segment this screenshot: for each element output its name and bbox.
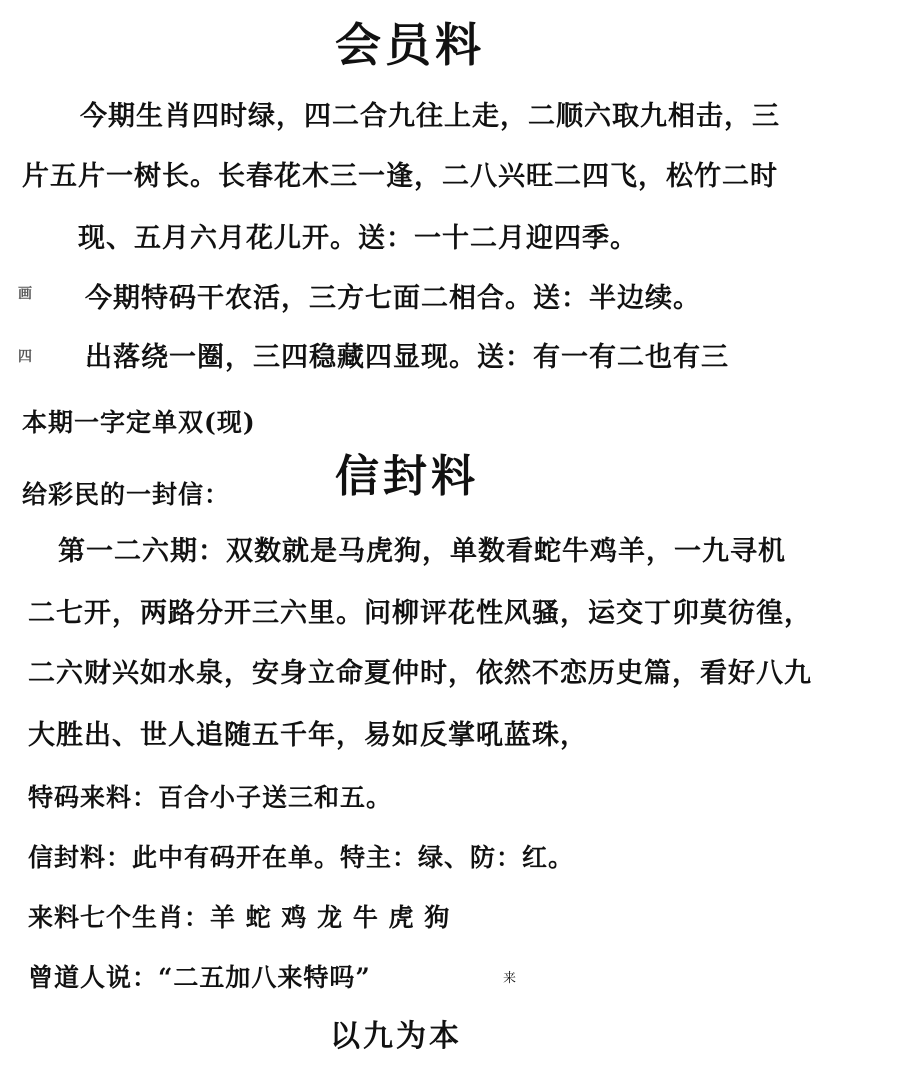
member-line-5: 出落绕一圈，三四稳藏四显现。送：有一有二也有三 [85,342,729,373]
footer-text: 以九为本 [330,1019,462,1054]
letter-line-8: 曾道人说：“二五加八来特吗” [28,963,371,992]
member-line-1: 今期生肖四时绿，四二合九往上走，二顺六取九相击，三 [80,101,780,132]
member-section-title: 会员料 [335,18,485,72]
member-line-4-prefix: 画 [18,286,33,302]
letter-section-title: 信封料 [335,451,479,502]
small-mark: 来 [503,971,517,986]
member-line-2: 片五片一树长。长春花木三一逢，二八兴旺二四飞，松竹二时 [22,161,778,192]
letter-line-4: 大胜出、世人追随五千年，易如反掌吼蓝珠， [28,720,588,751]
letter-line-7: 来料七个生肖：羊 蛇 鸡 龙 牛 虎 狗 [28,903,451,932]
letter-line-1: 第一二六期：双数就是马虎狗，单数看蛇牛鸡羊，一九寻机 [58,536,786,567]
letter-intro: 给彩民的一封信： [22,480,231,509]
letter-line-2: 二七开，两路分开三六里。问柳评花性风骚，运交丁卯莫彷徨， [28,598,812,629]
member-line-3: 现、五月六月花儿开。送：一十二月迎四季。 [78,223,638,254]
member-line-4: 今期特码干农活，三方七面二相合。送：半边续。 [85,283,701,314]
letter-line-3: 二六财兴如水泉，安身立命夏仲时，依然不恋历史篇，看好八九 [28,658,812,689]
letter-line-6: 信封料：此中有码开在单。特主：绿、防：红。 [28,843,575,872]
letter-line-5: 特码来料：百合小子送三和五。 [28,783,393,812]
member-line-5-prefix: 四 [18,349,33,365]
member-line-6: 本期一字定单双(现) [22,408,256,437]
